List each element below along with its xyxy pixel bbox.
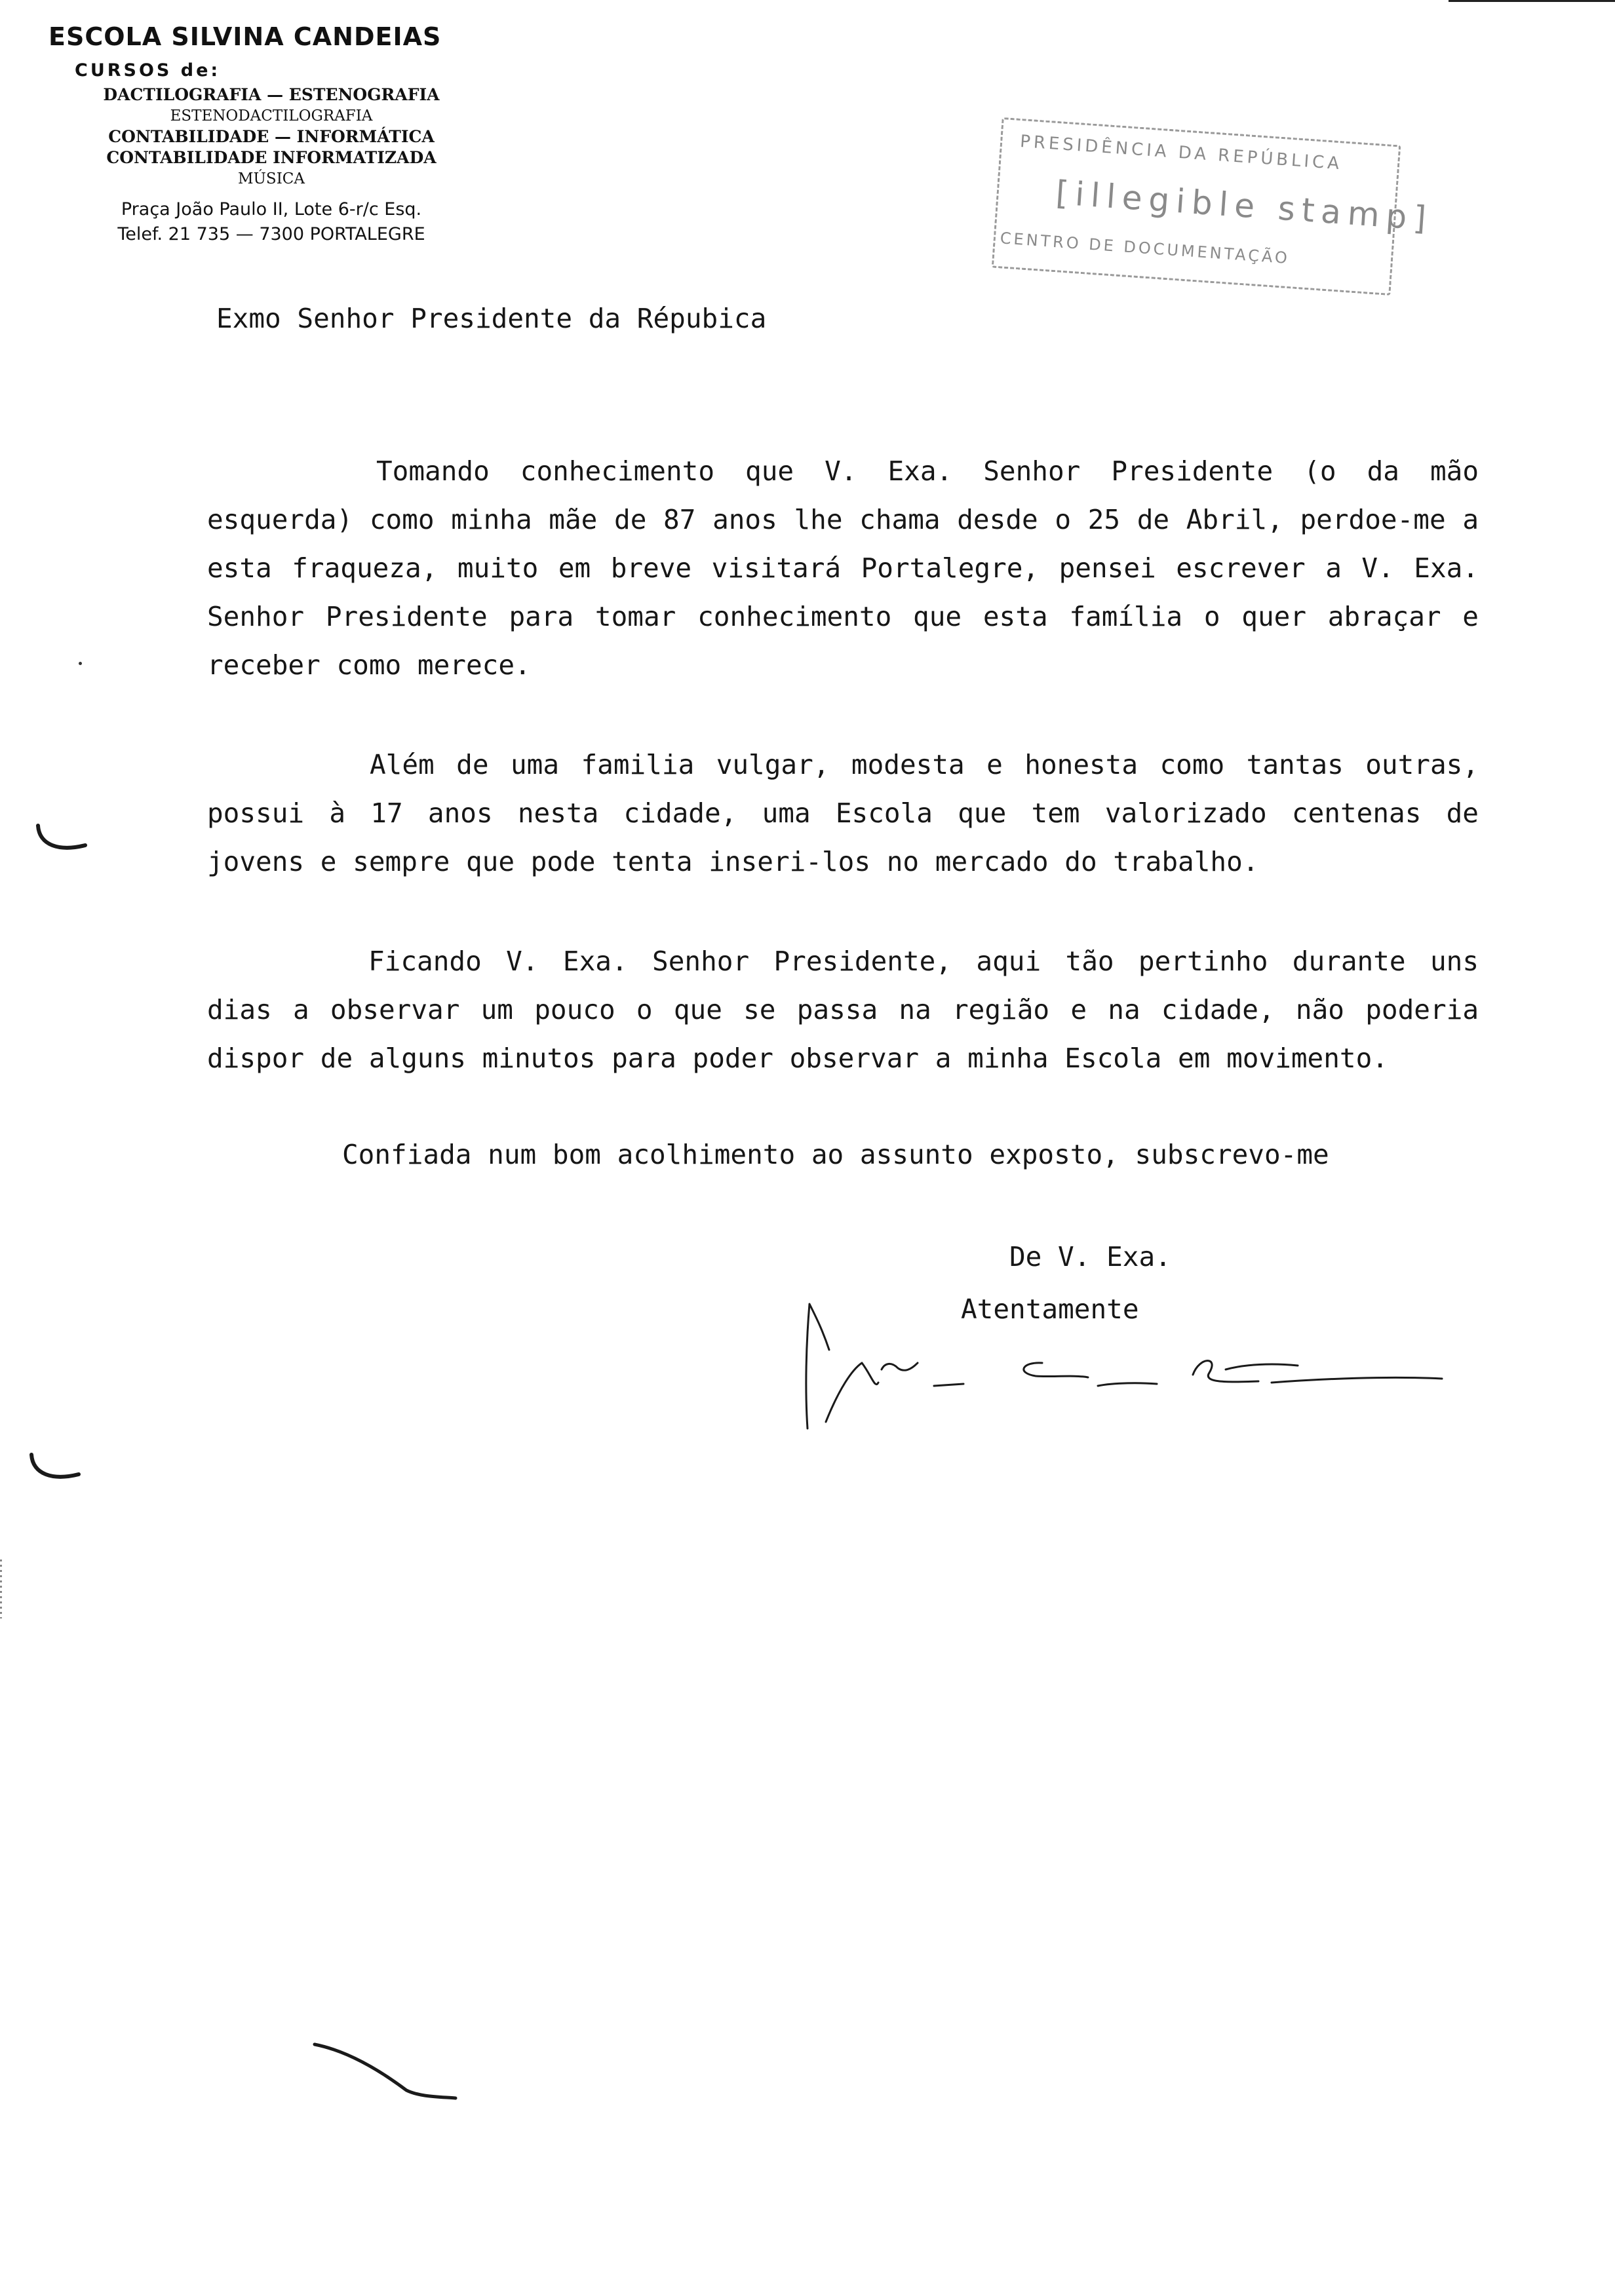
stamp-text-bottom: CENTRO DE DOCUMENTAÇÃO (999, 229, 1291, 268)
course-line: MÚSICA (238, 170, 305, 187)
stamp-text-middle: [illegible stamp] (1054, 174, 1434, 239)
received-stamp (992, 117, 1434, 296)
course-line: ESTENODACTILOGRAFIA (170, 107, 373, 124)
course-line: DACTILOGRAFIA — ESTENOGRAFIA (103, 85, 440, 104)
scan-edge-mark (0, 1559, 2, 1618)
paragraph: Tomando conhecimento que V. Exa. Senhor Presidente (o da mão esquerda) como minha mãe de 87 anos lhe chama desde o 25 de Abril, perdoe-me a esta fraqueza, muito em breve visitará Portalegre, pensei escrever a V. Exa. Senhor Presidente para tomar conhecimento que esta família o quer abraçar e receber como merece. (207, 455, 1479, 681)
school-name: ESCOLA SILVINA CANDEIAS (49, 22, 442, 51)
course-line: CONTABILIDADE INFORMATIZADA (106, 148, 437, 167)
pen-mark-icon (26, 1448, 85, 1487)
courses-label: CURSOS de: (75, 60, 221, 81)
top-edge-rule (1449, 0, 1615, 2)
paragraph: Ficando V. Exa. Senhor Presidente, aqui tão pertinho durante uns dias a observar um pouco o que se passa na região e na cidade, não poderia dispor de alguns minutos para poder observar a minha Escola em movimento. (207, 946, 1479, 1074)
pen-mark-icon (33, 819, 92, 858)
handwritten-signature (800, 1291, 1455, 1448)
stamp-text-top: PRESIDÊNCIA DA REPÚBLICA (1019, 132, 1343, 174)
course-line: CONTABILIDADE — INFORMÁTICA (108, 127, 435, 146)
valediction: De V. Exa. (1009, 1241, 1171, 1272)
paragraph: Além de uma familia vulgar, modesta e honesta como tantas outras, possui à 17 anos nesta cidade, uma Escola que tem valorizado centenas de jovens e sempre que pode tenta inseri-los no mercado do trabalho. (207, 749, 1479, 877)
phone-line: Telef. 21 735 — 7300 PORTALEGRE (117, 224, 425, 244)
address-line: Praça João Paulo II, Lote 6-r/c Esq. (121, 199, 422, 220)
valediction-regards: Atentamente (961, 1293, 1139, 1325)
pen-stroke-icon (308, 2031, 459, 2103)
salutation: Exmo Senhor Presidente da Répubica (216, 303, 767, 334)
school-address (49, 197, 494, 247)
ink-dot (79, 662, 82, 665)
closing-line: Confiada num bom acolhimento ao assunto exposto, subscrevo-me (342, 1139, 1329, 1170)
letterhead (49, 22, 494, 247)
